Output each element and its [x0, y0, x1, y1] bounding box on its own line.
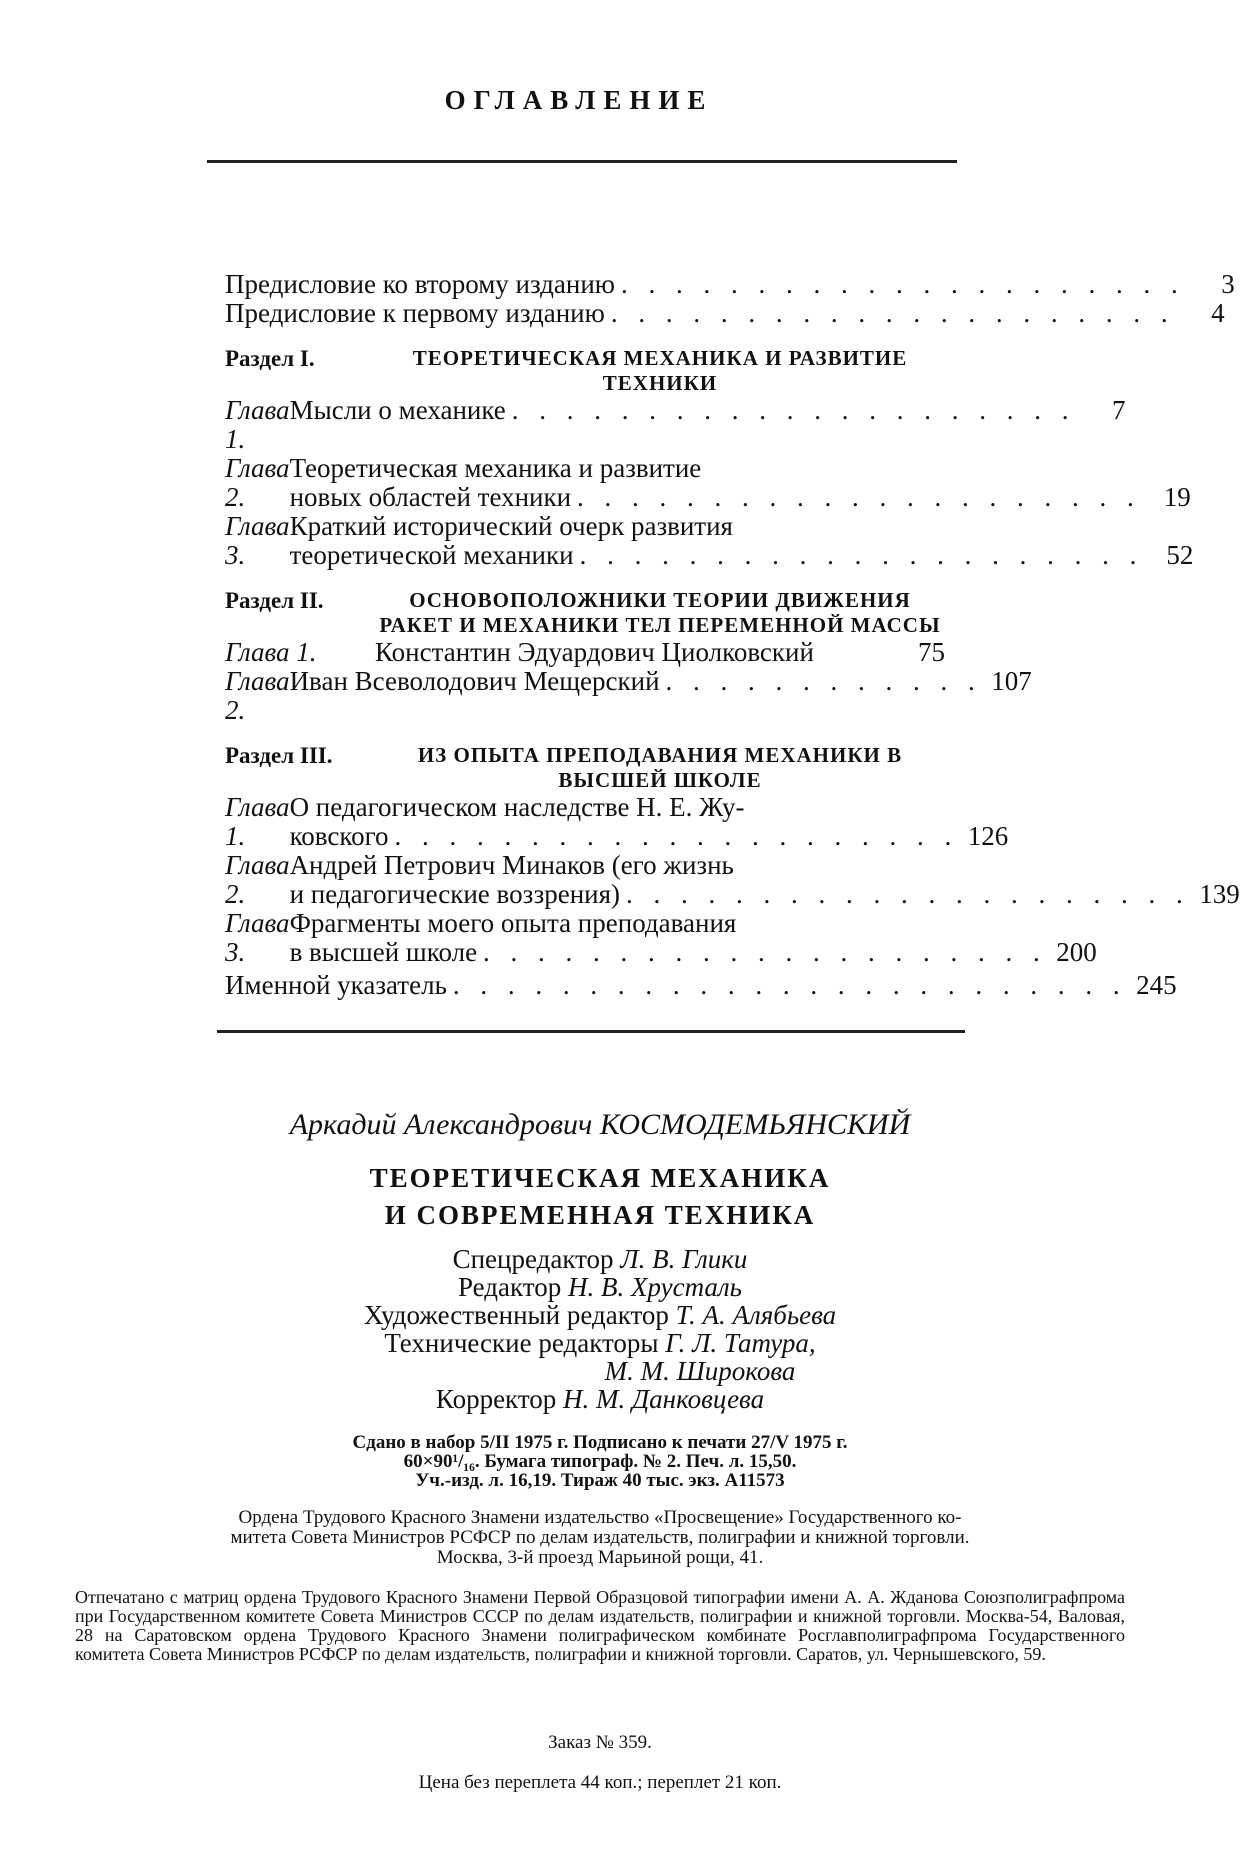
toc-section: [225, 743, 945, 793]
toc-chapter[interactable]: [225, 638, 945, 667]
toc-page-number: 75: [918, 637, 945, 667]
toc-heading: ОГЛАВЛЕНИЕ: [444, 85, 714, 115]
chapter-title: Теоретическая механика и развитие: [289, 453, 702, 483]
credit-line: Технические редакторы Г. Л. Татура,: [384, 1328, 816, 1358]
toc-entry-title: Предисловие к первому изданию: [225, 298, 605, 328]
toc-entry[interactable]: [225, 269, 1235, 299]
section-label: Раздел II.: [225, 588, 324, 613]
credit-line: Корректор Н. М. Данковцева: [435, 1384, 765, 1414]
toc-chapter[interactable]: [225, 666, 1032, 725]
chapter-title-cont: и педагогические воззрения): [289, 879, 621, 909]
leader-dots: . . . . . . . . . . . .: [665, 666, 982, 696]
leader-dots: . . . . . . . . . . . . . . . . . . . . .: [394, 821, 959, 851]
imprint-line: 60×90¹/₁₆. Бумага типограф. № 2. Печ. л. 15,50.: [403, 1451, 797, 1472]
toc-page-number: 200: [1056, 937, 1097, 967]
chapter-title-cont: теоретической механики: [289, 540, 574, 570]
chapter-label: Глава 1.: [225, 395, 290, 454]
credit-line: Редактор Н. В. Хрусталь: [458, 1272, 742, 1302]
toc-entry-title: Именной указатель: [225, 970, 447, 1000]
author-name: Аркадий Александрович КОСМОДЕМЬЯНСКИЙ: [289, 1108, 911, 1141]
order-number: Заказ № 359.: [548, 1732, 652, 1753]
chapter-label: Глава 1.: [225, 792, 290, 851]
toc-page-number: 3: [1221, 269, 1235, 299]
leader-dots: . . . . . . . . . . . . . . . . . . . . .: [579, 540, 1144, 570]
section-label: Раздел III.: [225, 743, 333, 768]
leader-dots: . . . . . . . . . . . . . . . . . . . . .: [577, 482, 1141, 512]
chapter-title: Мысли о механике: [289, 395, 506, 425]
chapter-label: Глава 2.: [225, 453, 290, 512]
toc-chapter[interactable]: [225, 908, 1097, 967]
chapter-title: О педагогическом наследстве Н. Е. Жу-: [289, 792, 745, 822]
printer-block: Отпечатано с матриц ордена Трудового Красного Знамени Первой Образцовой типографии имени А. А. Жданова Союзполиграфпрома при Государственном комитете Совета Министров СССР по делам издательств, полиграфии и книжной торговли. Москва-54, Валовая, 28 на Саратовском ордена Трудового Красного Знамени полиграфическом комбинате Росглавполиграфпрома Государственного комитета Совета Министров РСФСР по делам издательств, полиграфии и книжной торговли. Саратов, ул. Чернышевского, 59.: [75, 1587, 1125, 1664]
chapter-label: Глава 2.: [225, 850, 290, 909]
imprint-block: [0, 1433, 1200, 1490]
toc-page-number: 107: [991, 666, 1032, 696]
chapter-title: Андрей Петрович Минаков (его жизнь: [289, 850, 734, 880]
toc-entry[interactable]: [225, 970, 1177, 1000]
chapter-title-cont: ковского: [289, 821, 389, 851]
chapter-title-cont: новых областей техники: [289, 482, 572, 512]
toc-section: [225, 588, 945, 638]
publisher-line: Ордена Трудового Красного Знамени издательство «Просвещение» Государственного ко-: [238, 1507, 962, 1528]
toc-chapter[interactable]: [225, 792, 1009, 851]
publisher-line: митета Совета Министров РСФСР по делам издательств, полиграфии и книжной торговли.: [230, 1527, 970, 1548]
section-label: Раздел I.: [225, 346, 315, 371]
chapter-title: Константин Эдуардович Циолковский: [375, 637, 814, 667]
toc-chapter[interactable]: [225, 511, 1194, 570]
leader-dots: . . . . . . . . . . . . . . . . . . . . .: [483, 937, 1047, 967]
chapter-title: Краткий исторический очерк развития: [289, 511, 733, 541]
chapter-label: Глава 3.: [225, 511, 290, 570]
toc-page-number: 245: [1136, 970, 1177, 1000]
section-title: ИЗ ОПЫТА ПРЕПОДАВАНИЯ МЕХАНИКИ В ВЫСШЕЙ ШКОЛЕ: [417, 743, 903, 792]
chapter-label: Глава 1.: [225, 637, 317, 667]
credit-line: Спецредактор Л. В. Глики: [452, 1244, 748, 1274]
chapter-title: Фрагменты моего опыта преподавания: [289, 908, 737, 938]
toc-chapter[interactable]: [225, 850, 1240, 909]
leader-dots: . . . . . . . . . . . . . . . . . . . . . . . . .: [452, 970, 1127, 1000]
chapter-title: Иван Всеволодович Мещерский: [289, 666, 660, 696]
imprint-line: Сдано в набор 5/II 1975 г. Подписано к печати 27/V 1975 г.: [352, 1432, 848, 1453]
toc-entry-title: Предисловие ко второму изданию: [225, 269, 615, 299]
credit-line: М. М. Широкова: [604, 1356, 796, 1386]
publisher-block: [75, 1508, 1125, 1568]
top-divider: [207, 160, 957, 163]
credit-line: Художественный редактор Т. А. Алябьева: [363, 1300, 837, 1330]
table-of-contents: [225, 269, 1240, 1000]
imprint-line: Уч.-изд. л. 16,19. Тираж 40 тыс. экз. А11573: [415, 1470, 785, 1491]
leader-dots: . . . . . . . . . . . . . . . . . . . . .: [511, 395, 1076, 425]
bottom-divider: [217, 1030, 965, 1033]
section-title: ОСНОВОПОЛОЖНИКИ ТЕОРИИ ДВИЖЕНИЯ РАКЕТ И МЕХАНИКИ ТЕЛ ПЕРЕМЕННОЙ МАССЫ: [379, 588, 941, 637]
toc-page-number: 19: [1163, 482, 1191, 512]
toc-chapter[interactable]: [225, 453, 1191, 512]
book-title-line: И СОВРЕМЕННАЯ ТЕХНИКА: [384, 1200, 816, 1230]
section-title: ТЕОРЕТИЧЕСКАЯ МЕХАНИКА И РАЗВИТИЕ ТЕХНИКИ: [412, 346, 908, 395]
toc-page-number: 7: [1112, 395, 1126, 425]
toc-entry[interactable]: [225, 298, 1225, 328]
publisher-line: Москва, 3-й проезд Марьиной рощи, 41.: [436, 1547, 764, 1568]
toc-page-number: 4: [1211, 298, 1225, 328]
credits-block: [0, 1245, 1200, 1413]
price-line: Цена без переплета 44 коп.; переплет 21 коп.: [418, 1772, 782, 1793]
chapter-title-cont: в высшей школе: [289, 937, 478, 967]
leader-dots: . . . . . . . . . . . . . . . . . . . . .: [610, 298, 1175, 328]
chapter-label: Глава 3.: [225, 908, 290, 967]
toc-page-number: 139: [1199, 879, 1240, 909]
toc-section: [225, 346, 945, 396]
book-title-line: ТЕОРЕТИЧЕСКАЯ МЕХАНИКА: [369, 1163, 831, 1193]
leader-dots: . . . . . . . . . . . . . . . . . . . . .: [626, 879, 1190, 909]
toc-chapter[interactable]: [225, 395, 1126, 454]
book-title: [0, 1160, 1200, 1234]
chapter-label: Глава 2.: [225, 666, 290, 725]
leader-dots: . . . . . . . . . . . . . . . . . . . . .: [620, 269, 1185, 299]
toc-page-number: 126: [967, 821, 1009, 851]
toc-page-number: 52: [1166, 540, 1194, 570]
